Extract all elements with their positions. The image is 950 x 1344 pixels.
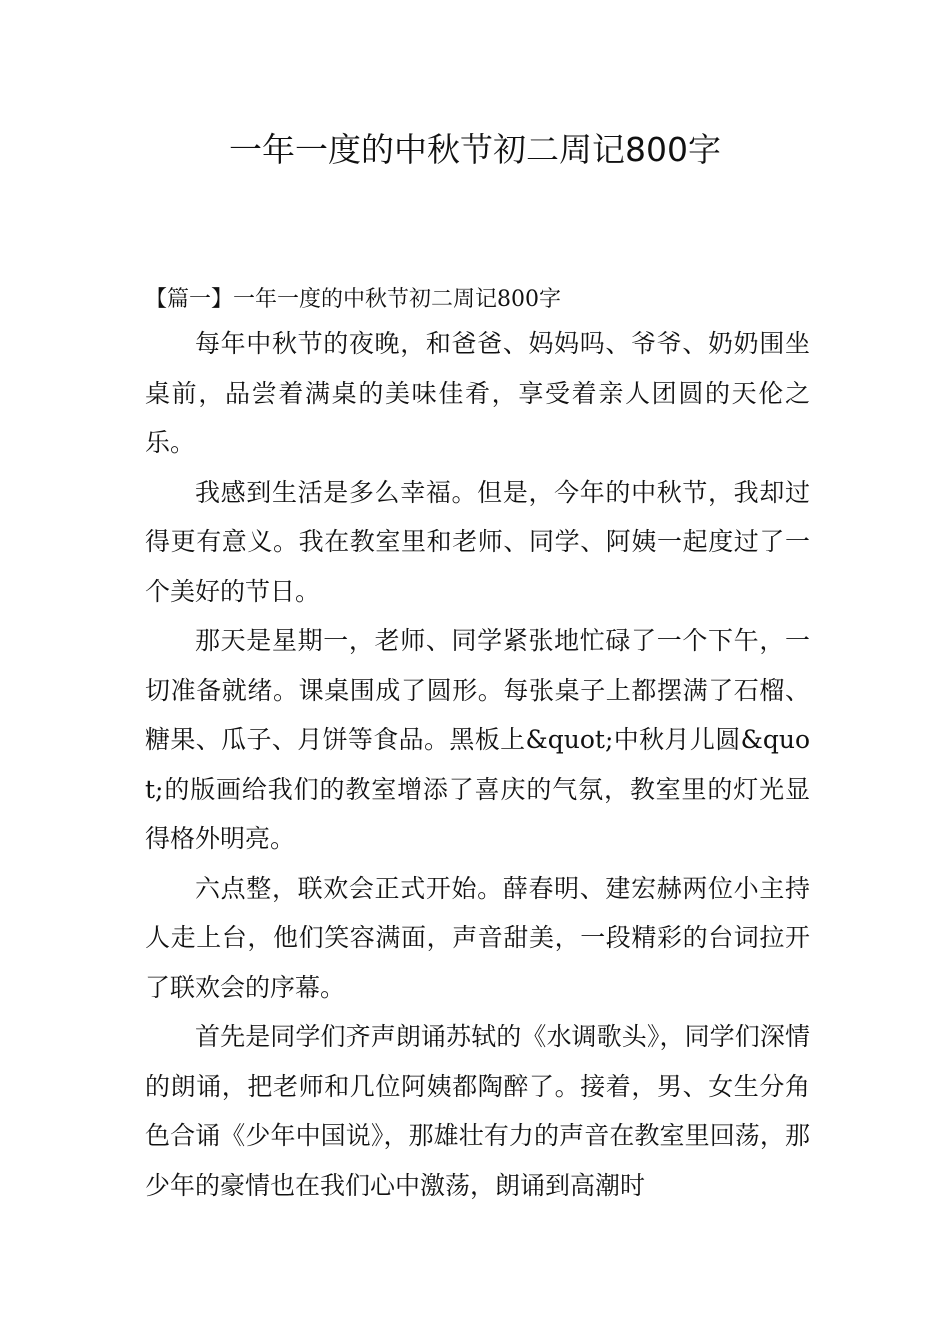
document-title: 一年一度的中秋节初二周记800字 <box>229 130 721 169</box>
paragraph-1: 每年中秋节的夜晚，和爸爸、妈妈吗、爷爷、奶奶围坐桌前，品尝着满桌的美味佳肴，享受着亲人团圆的天伦之乐。 <box>145 329 810 457</box>
document-body <box>145 280 810 1210</box>
paragraph-2: 我感到生活是多么幸福。但是，今年的中秋节，我却过得更有意义。我在教室里和老师、同学、阿姨一起度过了一个美好的节日。 <box>145 477 810 606</box>
paragraph-4: 六点整，联欢会正式开始。薛春明、建宏赫两位小主持人走上台，他们笑容满面，声音甜美，一段精彩的台词拉开了联欢会的序幕。 <box>145 873 810 1002</box>
paragraph-3: 那天是星期一，老师、同学紧张地忙碌了一个下午，一切准备就绪。课桌围成了圆形。每张桌子上都摆满了石榴、糖果、瓜子、月饼等食品。黑板上&quot;中秋月儿圆&quot;的版画给我们的教室增添了喜庆的气氛，教室里的灯光显得格外明亮。 <box>145 626 810 853</box>
paragraph-5: 首先是同学们齐声朗诵苏轼的《水调歌头》，同学们深情的朗诵，把老师和几位阿姨都陶醉了。接着，男、女生分角色合诵《少年中国说》，那雄壮有力的声音在教室里回荡，那少年的豪情也在我们心中激荡，朗诵到高潮时 <box>145 1022 810 1200</box>
section-heading: 【篇一】一年一度的中秋节初二周记800字 <box>145 287 561 312</box>
